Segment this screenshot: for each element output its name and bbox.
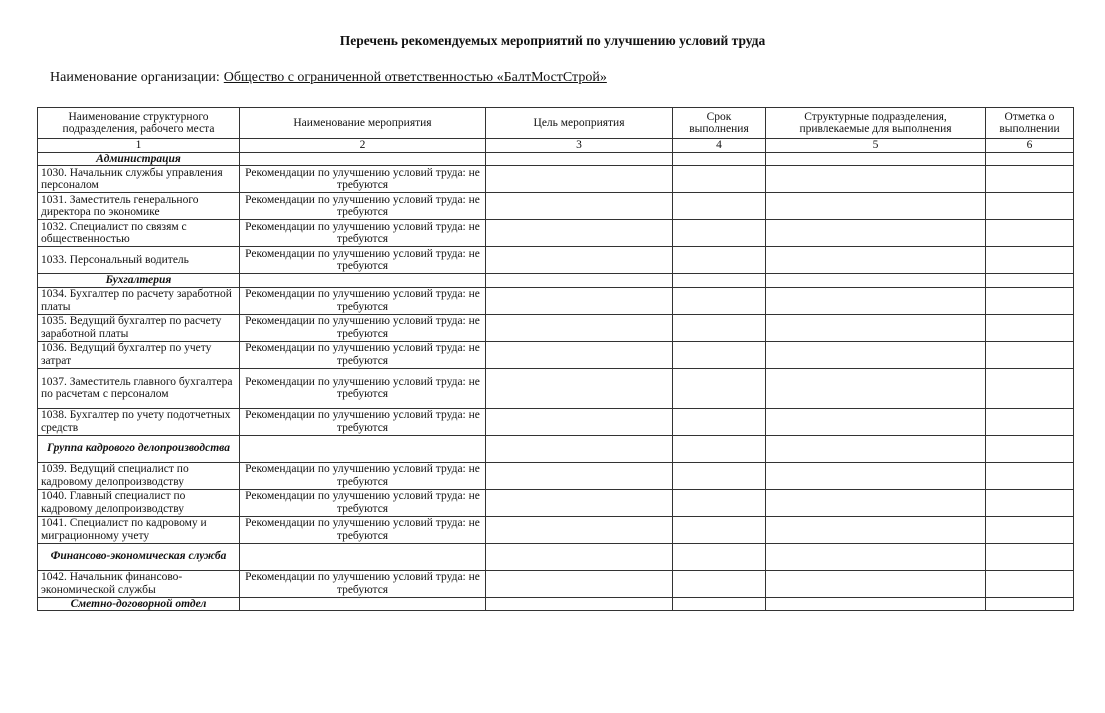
workplace-name: 1036. Ведущий бухгалтер по учету затрат (38, 341, 240, 368)
header-cell: Наименование мероприятия (240, 108, 486, 139)
empty-cell (986, 368, 1074, 408)
empty-cell (766, 166, 986, 193)
empty-cell (486, 570, 673, 597)
column-number: 5 (766, 139, 986, 153)
empty-cell (986, 408, 1074, 435)
empty-cell (673, 597, 766, 611)
empty-cell (766, 489, 986, 516)
empty-cell (986, 516, 1074, 543)
section-row (38, 543, 1074, 570)
table-row (38, 166, 1074, 193)
empty-cell (986, 220, 1074, 247)
document-title: Перечень рекомендуемых мероприятий по улучшению условий труда (339, 33, 766, 48)
measure-cell: Рекомендации по улучшению условий труда: не требуются (240, 247, 486, 274)
workplace-name: 1042. Начальник финансово-экономической службы (38, 570, 240, 597)
empty-cell (766, 570, 986, 597)
empty-cell (986, 166, 1074, 193)
workplace-name: 1033. Персональный водитель (38, 247, 240, 274)
section-name: Финансово-экономическая служба (38, 543, 240, 570)
empty-cell (766, 368, 986, 408)
empty-cell (486, 220, 673, 247)
measure-cell (240, 543, 486, 570)
section-row (38, 152, 1074, 166)
column-number: 2 (240, 139, 486, 153)
measure-cell: Рекомендации по улучшению условий труда: не требуются (240, 220, 486, 247)
empty-cell (486, 597, 673, 611)
measure-cell: Рекомендации по улучшению условий труда: не требуются (240, 462, 486, 489)
empty-cell (986, 247, 1074, 274)
table-row (38, 368, 1074, 408)
column-number: 4 (673, 139, 766, 153)
table-row (38, 516, 1074, 543)
workplace-name: 1040. Главный специалист по кадровому делопроизводству (38, 489, 240, 516)
empty-cell (486, 489, 673, 516)
empty-cell (673, 408, 766, 435)
measures-table (37, 107, 1074, 611)
measure-cell: Рекомендации по улучшению условий труда: не требуются (240, 287, 486, 314)
empty-cell (486, 314, 673, 341)
empty-cell (486, 166, 673, 193)
organization-name: Общество с ограниченной ответственностью «БалтМостСтрой» (223, 70, 607, 85)
header-cell: Отметка о выполнении (986, 108, 1074, 139)
empty-cell (766, 152, 986, 166)
empty-cell (673, 166, 766, 193)
empty-cell (986, 435, 1074, 462)
column-number-row (38, 139, 1074, 153)
measure-cell: Рекомендации по улучшению условий труда: не требуются (240, 368, 486, 408)
measure-cell (240, 597, 486, 611)
measure-cell: Рекомендации по улучшению условий труда: не требуются (240, 314, 486, 341)
empty-cell (673, 570, 766, 597)
empty-cell (986, 193, 1074, 220)
empty-cell (486, 543, 673, 570)
empty-cell (673, 368, 766, 408)
empty-cell (486, 516, 673, 543)
empty-cell (986, 570, 1074, 597)
empty-cell (673, 435, 766, 462)
measure-cell: Рекомендации по улучшению условий труда: не требуются (240, 516, 486, 543)
table-row (38, 314, 1074, 341)
empty-cell (673, 341, 766, 368)
header-row (38, 108, 1074, 139)
empty-cell (486, 435, 673, 462)
workplace-name: 1032. Специалист по связям с общественностью (38, 220, 240, 247)
empty-cell (986, 341, 1074, 368)
organization-line (50, 70, 631, 86)
organization-label: Наименование организации: (50, 70, 220, 85)
empty-cell (986, 462, 1074, 489)
section-name: Администрация (38, 152, 240, 166)
table-row (38, 570, 1074, 597)
empty-cell (486, 152, 673, 166)
empty-cell (986, 152, 1074, 166)
measure-cell: Рекомендации по улучшению условий труда: не требуются (240, 193, 486, 220)
empty-cell (673, 489, 766, 516)
section-name: Группа кадрового делопроизводства (38, 435, 240, 462)
measure-cell: Рекомендации по улучшению условий труда: не требуются (240, 570, 486, 597)
empty-cell (766, 435, 986, 462)
measure-cell (240, 274, 486, 288)
workplace-name: 1035. Ведущий бухгалтер по расчету заработной платы (38, 314, 240, 341)
empty-cell (486, 247, 673, 274)
table-row (38, 341, 1074, 368)
empty-cell (486, 462, 673, 489)
table-row (38, 408, 1074, 435)
empty-cell (673, 543, 766, 570)
empty-cell (486, 341, 673, 368)
empty-cell (766, 220, 986, 247)
empty-cell (766, 247, 986, 274)
empty-cell (986, 543, 1074, 570)
empty-cell (486, 287, 673, 314)
column-number: 3 (486, 139, 673, 153)
section-name: Бухгалтерия (38, 274, 240, 288)
empty-cell (673, 287, 766, 314)
empty-cell (986, 597, 1074, 611)
empty-cell (673, 152, 766, 166)
column-number: 6 (986, 139, 1074, 153)
empty-cell (766, 341, 986, 368)
table-row (38, 220, 1074, 247)
empty-cell (673, 462, 766, 489)
empty-cell (986, 489, 1074, 516)
measure-cell (240, 435, 486, 462)
empty-cell (766, 462, 986, 489)
empty-cell (766, 287, 986, 314)
empty-cell (986, 314, 1074, 341)
empty-cell (766, 193, 986, 220)
table-row (38, 287, 1074, 314)
workplace-name: 1030. Начальник службы управления персоналом (38, 166, 240, 193)
empty-cell (673, 516, 766, 543)
empty-cell (486, 274, 673, 288)
table-row (38, 462, 1074, 489)
table-row (38, 489, 1074, 516)
measure-cell (240, 152, 486, 166)
header-cell: Срок выполнения (673, 108, 766, 139)
empty-cell (673, 220, 766, 247)
empty-cell (986, 274, 1074, 288)
measure-cell: Рекомендации по улучшению условий труда: не требуются (240, 166, 486, 193)
empty-cell (673, 193, 766, 220)
table-row (38, 247, 1074, 274)
empty-cell (486, 193, 673, 220)
workplace-name: 1031. Заместитель генерального директора по экономике (38, 193, 240, 220)
workplace-name: 1041. Специалист по кадровому и миграционному учету (38, 516, 240, 543)
section-row (38, 435, 1074, 462)
section-name: Сметно-договорной отдел (38, 597, 240, 611)
workplace-name: 1039. Ведущий специалист по кадровому делопроизводству (38, 462, 240, 489)
workplace-name: 1038. Бухгалтер по учету подотчетных средств (38, 408, 240, 435)
table-row (38, 193, 1074, 220)
column-number: 1 (38, 139, 240, 153)
empty-cell (766, 314, 986, 341)
empty-cell (673, 247, 766, 274)
empty-cell (673, 274, 766, 288)
section-row (38, 274, 1074, 288)
measure-cell: Рекомендации по улучшению условий труда: не требуются (240, 341, 486, 368)
empty-cell (766, 408, 986, 435)
header-cell: Цель мероприятия (486, 108, 673, 139)
measure-cell: Рекомендации по улучшению условий труда: не требуются (240, 408, 486, 435)
workplace-name: 1034. Бухгалтер по расчету заработной платы (38, 287, 240, 314)
header-cell: Структурные подразделения, привлекаемые для выполнения (766, 108, 986, 139)
empty-cell (766, 274, 986, 288)
measure-cell: Рекомендации по улучшению условий труда: не требуются (240, 489, 486, 516)
empty-cell (673, 314, 766, 341)
empty-cell (766, 543, 986, 570)
empty-cell (766, 597, 986, 611)
empty-cell (766, 516, 986, 543)
empty-cell (986, 287, 1074, 314)
empty-cell (486, 408, 673, 435)
empty-cell (486, 368, 673, 408)
section-row (38, 597, 1074, 611)
workplace-name: 1037. Заместитель главного бухгалтера по расчетам с персоналом (38, 368, 240, 408)
header-cell: Наименование структурного подразделения, рабочего места (38, 108, 240, 139)
